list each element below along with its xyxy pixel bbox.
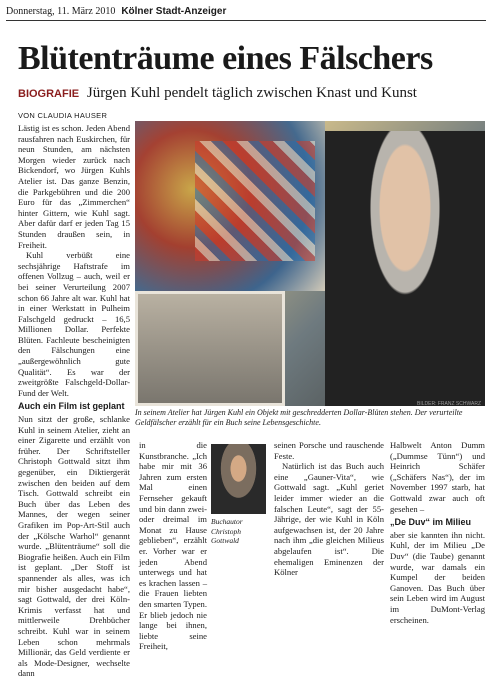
subheadline [18, 85, 417, 102]
shredded-dollar-object [135, 291, 285, 406]
dateline: Donnerstag, 11. März 2010 [6, 6, 116, 17]
portrait-juergen-kuhl [325, 131, 485, 406]
article-column-1 [18, 123, 130, 679]
author-photo [211, 444, 266, 514]
author-byline: VON CLAUDIA HAUSER [18, 111, 108, 120]
article-column-4 [390, 440, 485, 625]
header-rule [6, 20, 486, 21]
paragraph: Natürlich ist das Buch auch eine „Gauner-Vita“, wie Gottwald sagt. „Kuhl geriet leider immer wieder an die falschen Leute“, sagt der 55-Jährige, der wie Kuhl in Köln aufgewachsen ist, der 20 Jahre nach ihm „die gleichen Milieus abgelaufen ist“. Die ehemaligen Eminenzen der Kölner [274, 461, 384, 578]
newspaper-name: Kölner Stadt-Anzeiger [121, 6, 227, 17]
page-header [6, 6, 486, 17]
photo-caption: In seinem Atelier hat Jürgen Kuhl ein Objekt mit geschredderten Dollar-Blüten stehen. Der verurteilte Geldfälscher erzählt für ein Buch seine Lebensgeschichte. [135, 408, 463, 427]
paragraph: Lästig ist es schon. Jeden Abend rausfahren nach Euskirchen, für neun Stunden, am nächsten Morgen wieder zurück nach Bickendorf, wo Jürgen Kuhls Atelier ist. Das ganze Benzin, die Parkgebühren und die 200 Euro für das „Zimmerchen“ hinter Gittern, wie Kuhl sagt. Aber dafür darf er jeden Tag 15 Stunden draußen sein, in Freiheit. [18, 123, 130, 250]
paragraph: aber sie kannten ihn nicht. Kuhl, der im Milieu „De Duv“ (die Taube) genannt wurde, war damals ein Kumpel der beiden Ganoven. Das Buch über sein Leben wird im August im DuMont-Verlag erscheinen. [390, 529, 485, 625]
paragraph: Nun sitzt der große, schlanke Kuhl in seinem Atelier, zieht an einer Zigarette und erzählt von früher. Der Schriftsteller Christoph Gottwald sitzt ihm gegenüber, ein Diktiergerät zwischen den beiden auf dem Tisch. Gottwald schreibt ein Buch über das Leben des Mannes, der wegen seiner Grafiken im Pop-Art-Stil auch der „Kölsche Warhol“ genannt wurde. „Blütenträume“ soll die Biografie heißen. Auch ein Film ist geplant. „Der Stoff ist spannender als alles, was ich mir bisher ausgedacht habe“, sagt Gottwald, der drei Köln-Krimis verfasst hat und mittlerweile Drehbücher schreibt. Kuhl war in seinem Leben schon mehrmals Millionär, das Geld verdiente er als Mode-Designer, wechselte dann [18, 414, 130, 679]
pop-art-overlay [195, 141, 315, 261]
section-heading: Auch ein Film ist geplant [18, 401, 125, 412]
headline: Blütenträume eines Fälschers [18, 40, 433, 77]
subheadline-text: Jürgen Kuhl pendelt täglich zwischen Knast und Kunst [86, 85, 417, 101]
article-column-3 [274, 440, 384, 595]
photo-credit: BILDER: FRANZ SCHWARZ [417, 401, 481, 407]
paragraph: Kuhl verbüßt eine sechsjährige Haftstrafe im offenen Vollzug – auch, weil er bei seiner Verurteilung 2007 schon 66 Jahre alt war. Kuhl hat in einer Werkstatt in Pulheim Falschgeld gedruckt – 16,5 Millionen Dollar. Perfekte Blüten. Fachleute bescheinigten den Fälschungen eine „außergewöhnlich gute Qualität“. Es war der zweitgrößte Falschgeld-Dollar-Fund der Welt. [18, 250, 130, 398]
paragraph: in die Kunstbranche. „Ich habe mir mit 36 Jahren zum ersten Mal einen Fernseher gekauft und bin dann zwei- oder dreimal im Monat zu Hause geblieben“, erzählt er. Vorher war er jeden Abend unterwegs und hat es krachen lassen – die Frauen liebten den smarten Typen. Er blieb jedoch nie lange bei ihnen, liebte seine Freiheit, [139, 440, 207, 652]
paragraph: Halbwelt Anton Dumm („Dummse Tünn“) und Heinrich Schäfer („Schäfers Nas“), der im November 1997 starb, hat Gottwald zwar auch oft gesehen – [390, 440, 485, 514]
section-heading: „De Duv“ im Milieu [390, 517, 472, 528]
main-photo [135, 121, 485, 406]
article-column-2 [139, 440, 207, 652]
author-photo-caption: Buchautor Christoph Gottwald [211, 517, 243, 545]
paragraph: seinen Porsche und rauschende Feste. [274, 440, 384, 461]
section-kicker: BIOGRAFIE [18, 88, 80, 100]
